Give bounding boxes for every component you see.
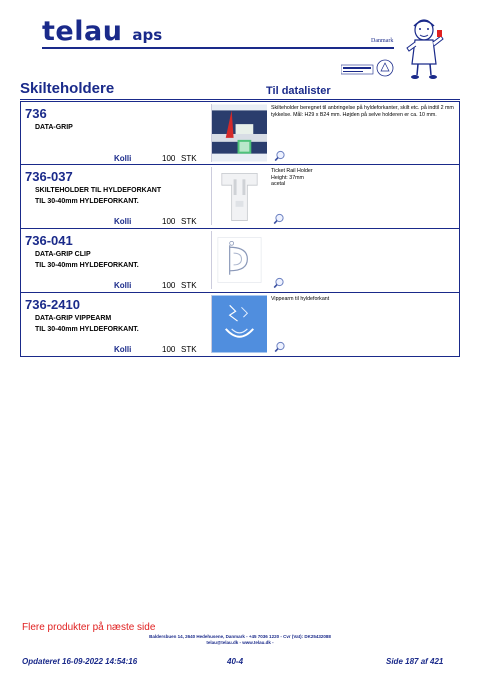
product-name: DATA-GRIP VIPPEARM xyxy=(35,315,112,322)
product-name: DATA-GRIP xyxy=(35,124,73,131)
product-row xyxy=(20,101,460,165)
product-row xyxy=(20,165,460,229)
kolli-label: Kolli xyxy=(114,345,132,354)
kolli-unit: STK xyxy=(181,345,197,354)
mascot-illustration xyxy=(404,18,444,80)
certification-badge xyxy=(341,59,395,77)
country-label: Danmark xyxy=(371,38,394,44)
product-description: Ticket Rail Holder Height: 37mm acetal xyxy=(271,168,313,187)
updated-timestamp: Opdateret 16-09-2022 14:54:16 xyxy=(22,657,138,666)
page-title: Skilteholdere xyxy=(20,80,115,97)
company-address xyxy=(0,634,480,646)
more-products-link[interactable]: Flere produkter på næste side xyxy=(22,622,156,633)
logo-main-text: telau xyxy=(42,16,123,47)
page-number: Side 187 af 421 xyxy=(386,657,444,666)
kolli-quantity: 100 xyxy=(162,154,176,163)
company-logo xyxy=(42,16,162,46)
logo-suffix-text: aps xyxy=(132,26,163,44)
kolli-label: Kolli xyxy=(114,281,132,290)
kolli-label: Kolli xyxy=(114,217,132,226)
product-name: SKILTEHOLDER TIL HYLDEFORKANT xyxy=(35,187,162,194)
product-image[interactable] xyxy=(211,295,267,353)
product-subname: TIL 30-40mm HYLDEFORKANT. xyxy=(35,326,139,333)
kolli-quantity: 100 xyxy=(162,217,176,226)
product-row xyxy=(20,293,460,357)
kolli-quantity: 100 xyxy=(162,281,176,290)
kolli-unit: STK xyxy=(181,281,197,290)
product-subname: TIL 30-40mm HYLDEFORKANT. xyxy=(35,198,139,205)
product-list xyxy=(20,101,460,357)
kolli-quantity: 100 xyxy=(162,345,176,354)
product-number: 736-041 xyxy=(25,233,73,248)
product-number: 736-2410 xyxy=(25,297,80,312)
product-subname: TIL 30-40mm HYLDEFORKANT. xyxy=(35,262,139,269)
kolli-unit: STK xyxy=(181,217,197,226)
kolli-label: Kolli xyxy=(114,154,132,163)
product-number: 736 xyxy=(25,106,47,121)
kolli-unit: STK xyxy=(181,154,197,163)
product-description: Vippearm til hyldeforkant xyxy=(271,296,330,302)
magnifier-icon[interactable] xyxy=(273,277,285,289)
magnifier-icon[interactable] xyxy=(274,341,286,353)
magnifier-icon[interactable] xyxy=(273,213,285,225)
product-image[interactable] xyxy=(211,104,267,162)
product-row xyxy=(20,229,460,293)
title-rule xyxy=(20,99,460,100)
section-number: 40-4 xyxy=(227,657,244,666)
product-image[interactable] xyxy=(211,167,267,225)
contact-line: telau@telau.dk - www.telau.dk - xyxy=(206,640,274,645)
product-number: 736-037 xyxy=(25,169,73,184)
product-description: Skilteholder beregnet til anbringelse på hyldeforkanter, skilt etc. på indtil 2 mm tykkelse. Mål: H29 x B24 mm. Højden på selve holderen er ca. 10 mm. xyxy=(271,105,454,118)
product-image[interactable] xyxy=(211,231,267,289)
magnifier-icon[interactable] xyxy=(274,150,286,162)
product-name: DATA-GRIP CLIP xyxy=(35,251,91,258)
page-subtitle: Til datalister xyxy=(266,85,331,97)
header-rule xyxy=(42,47,394,49)
address-line: Baldersbuen 14, 2640 Hedehusene, Danmark - +45 7036 1220 - Cvr (Vat): DK25432088 xyxy=(149,634,331,639)
